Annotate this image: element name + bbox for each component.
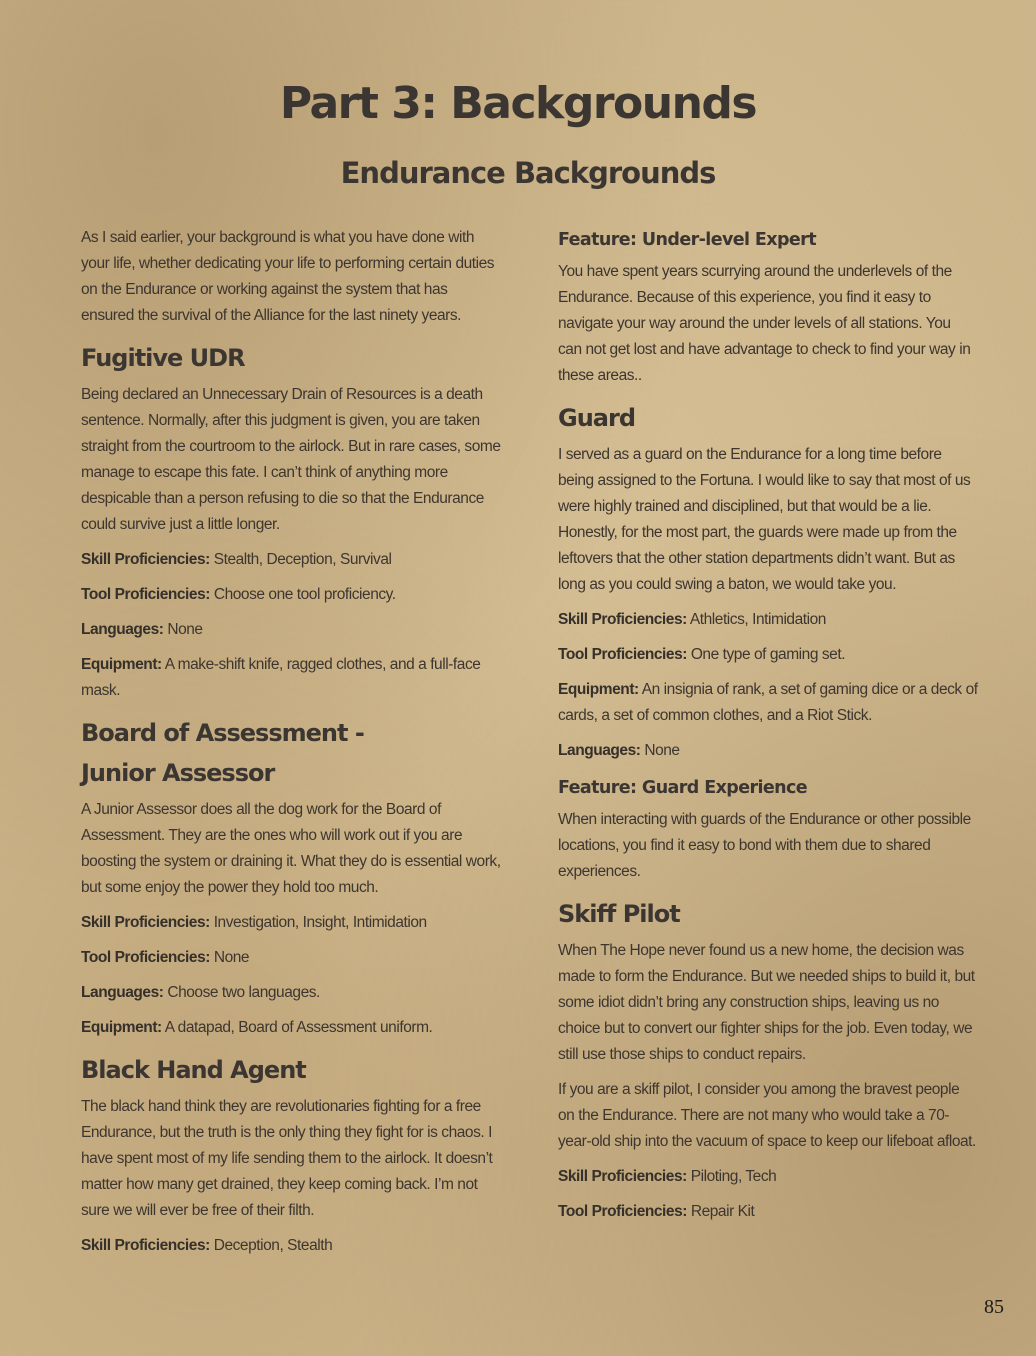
skill-value: Piloting, Tech bbox=[690, 1168, 777, 1185]
skill-value: Investigation, Insight, Intimidation bbox=[213, 914, 427, 931]
tool-value: None bbox=[213, 949, 250, 966]
fugitive-language-line bbox=[81, 617, 501, 643]
skill-value: Athletics, Intimidation bbox=[689, 611, 826, 628]
language-value: Choose two languages. bbox=[167, 984, 320, 1001]
section-heading-black-hand-agent: Black Hand Agent bbox=[81, 1056, 306, 1084]
page-title: Part 3: Backgrounds bbox=[279, 78, 757, 129]
board-skill-line bbox=[81, 910, 501, 936]
right-column bbox=[558, 225, 978, 1234]
page-subtitle: Endurance Backgrounds bbox=[340, 156, 716, 190]
equipment-value: An insignia of rank, a set of gaming dice or a deck of cards, a set of common clothes, and a Riot Stick. bbox=[558, 681, 978, 724]
language-value: None bbox=[644, 742, 680, 759]
section-heading-guard: Guard bbox=[558, 404, 635, 432]
guard-language-line bbox=[558, 738, 978, 764]
black-hand-skill-line bbox=[81, 1233, 501, 1259]
guard-tool-line bbox=[558, 642, 978, 668]
language-label: Languages: bbox=[558, 742, 641, 759]
tool-value: Repair Kit bbox=[690, 1203, 755, 1220]
tool-label: Tool Proficiencies: bbox=[81, 586, 210, 603]
tool-value: One type of gaming set. bbox=[690, 646, 846, 663]
fugitive-tool-line bbox=[81, 582, 501, 608]
skiff-skill-line bbox=[558, 1164, 978, 1190]
board-language-line bbox=[81, 980, 501, 1006]
equipment-value: A datapad, Board of Assessment uniform. bbox=[164, 1019, 433, 1036]
guard-equipment-line bbox=[558, 677, 978, 729]
section-heading-board-of-assessment: Board of Assessment - Junior Assessor bbox=[81, 719, 364, 787]
skiff-description-2: If you are a skiff pilot, I consider you among the bravest people on the Endurance. There are not many who would take a 70-year-old ship into the vacuum of space to keep our lifeboat afloat. bbox=[558, 1081, 976, 1150]
guard-experience-description: When interacting with guards of the Endurance or other possible locations, you find it easy to bond with them due to shared experiences. bbox=[558, 811, 971, 880]
feature-heading-under-level-expert: Feature: Under-level Expert bbox=[558, 230, 816, 250]
equipment-label: Equipment: bbox=[81, 1019, 162, 1036]
guard-skill-line bbox=[558, 607, 978, 633]
language-label: Languages: bbox=[81, 621, 164, 638]
black-hand-description: The black hand think they are revolutionaries fighting for a free Endurance, but the truth is the only thing they fight for is chaos. I have spent most of my life sending them to the airlock. It doesn’t matter how many get drained, they keep coming back. I’m not sure we will ever be free of their filth. bbox=[81, 1098, 493, 1219]
tool-value: Choose one tool proficiency. bbox=[213, 586, 396, 603]
equipment-value: A make-shift knife, ragged clothes, and a full-face mask. bbox=[81, 656, 481, 699]
skill-value: Deception, Stealth bbox=[213, 1237, 333, 1254]
tool-label: Tool Proficiencies: bbox=[558, 646, 687, 663]
feature-heading-guard-experience: Feature: Guard Experience bbox=[558, 778, 808, 798]
board-tool-line bbox=[81, 945, 501, 971]
skill-label: Skill Proficiencies: bbox=[558, 1168, 687, 1185]
guard-description: I served as a guard on the Endurance for a long time before being assigned to the Fortuna. I would like to say that most of us were highly trained and disciplined, but that would be a lie. Honestly, for the most part, the guards were made up from the leftovers that the other station departments didn’t want. But as long as you could swing a baton, we would take you. bbox=[558, 446, 971, 593]
skiff-description-1: When The Hope never found us a new home, the decision was made to form the Endurance. But we needed ships to build it, but some idiot didn’t bring any construction ships, leaving us no choice but to convert our fighter ships for the job. Even today, we still use those ships to conduct repairs. bbox=[558, 942, 975, 1063]
tool-label: Tool Proficiencies: bbox=[81, 949, 210, 966]
skill-value: Stealth, Deception, Survival bbox=[213, 551, 392, 568]
equipment-label: Equipment: bbox=[558, 681, 639, 698]
board-equipment-line bbox=[81, 1015, 501, 1041]
board-description: A Junior Assessor does all the dog work for the Board of Assessment. They are the ones who will work out if you are boosting the system or draining it. What they do is essential work, but some enjoy the power they hold too much. bbox=[81, 801, 501, 896]
skill-label: Skill Proficiencies: bbox=[81, 914, 210, 931]
section-heading-fugitive-udr: Fugitive UDR bbox=[81, 344, 245, 372]
skill-label: Skill Proficiencies: bbox=[81, 1237, 210, 1254]
fugitive-equipment-line bbox=[81, 652, 501, 704]
language-label: Languages: bbox=[81, 984, 164, 1001]
intro-paragraph: As I said earlier, your background is what you have done with your life, whether dedicating your life to performing certain duties on the Endurance or working against the system that has ensured the survival of the Alliance for the last ninety years. bbox=[81, 229, 495, 324]
skill-label: Skill Proficiencies: bbox=[81, 551, 210, 568]
fugitive-skill-line bbox=[81, 547, 501, 573]
page-number: 85 bbox=[984, 1296, 1004, 1318]
tool-label: Tool Proficiencies: bbox=[558, 1203, 687, 1220]
section-heading-skiff-pilot: Skiff Pilot bbox=[558, 900, 680, 928]
language-value: None bbox=[167, 621, 203, 638]
left-column bbox=[81, 225, 501, 1268]
under-level-description: You have spent years scurrying around the underlevels of the Endurance. Because of this experience, you find it easy to navigate your way around the under levels of all stations. You can not get lost and have advantage to check to find your way in these areas.. bbox=[558, 263, 971, 384]
fugitive-description: Being declared an Unnecessary Drain of Resources is a death sentence. Normally, after this judgment is given, you are taken straight from the courtroom to the airlock. But in rare cases, some manage to escape this fate. I can’t think of anything more despicable than a person refusing to die so that the Endurance could survive just a little longer. bbox=[81, 386, 501, 533]
skill-label: Skill Proficiencies: bbox=[558, 611, 687, 628]
skiff-tool-line bbox=[558, 1199, 978, 1225]
equipment-label: Equipment: bbox=[81, 656, 162, 673]
